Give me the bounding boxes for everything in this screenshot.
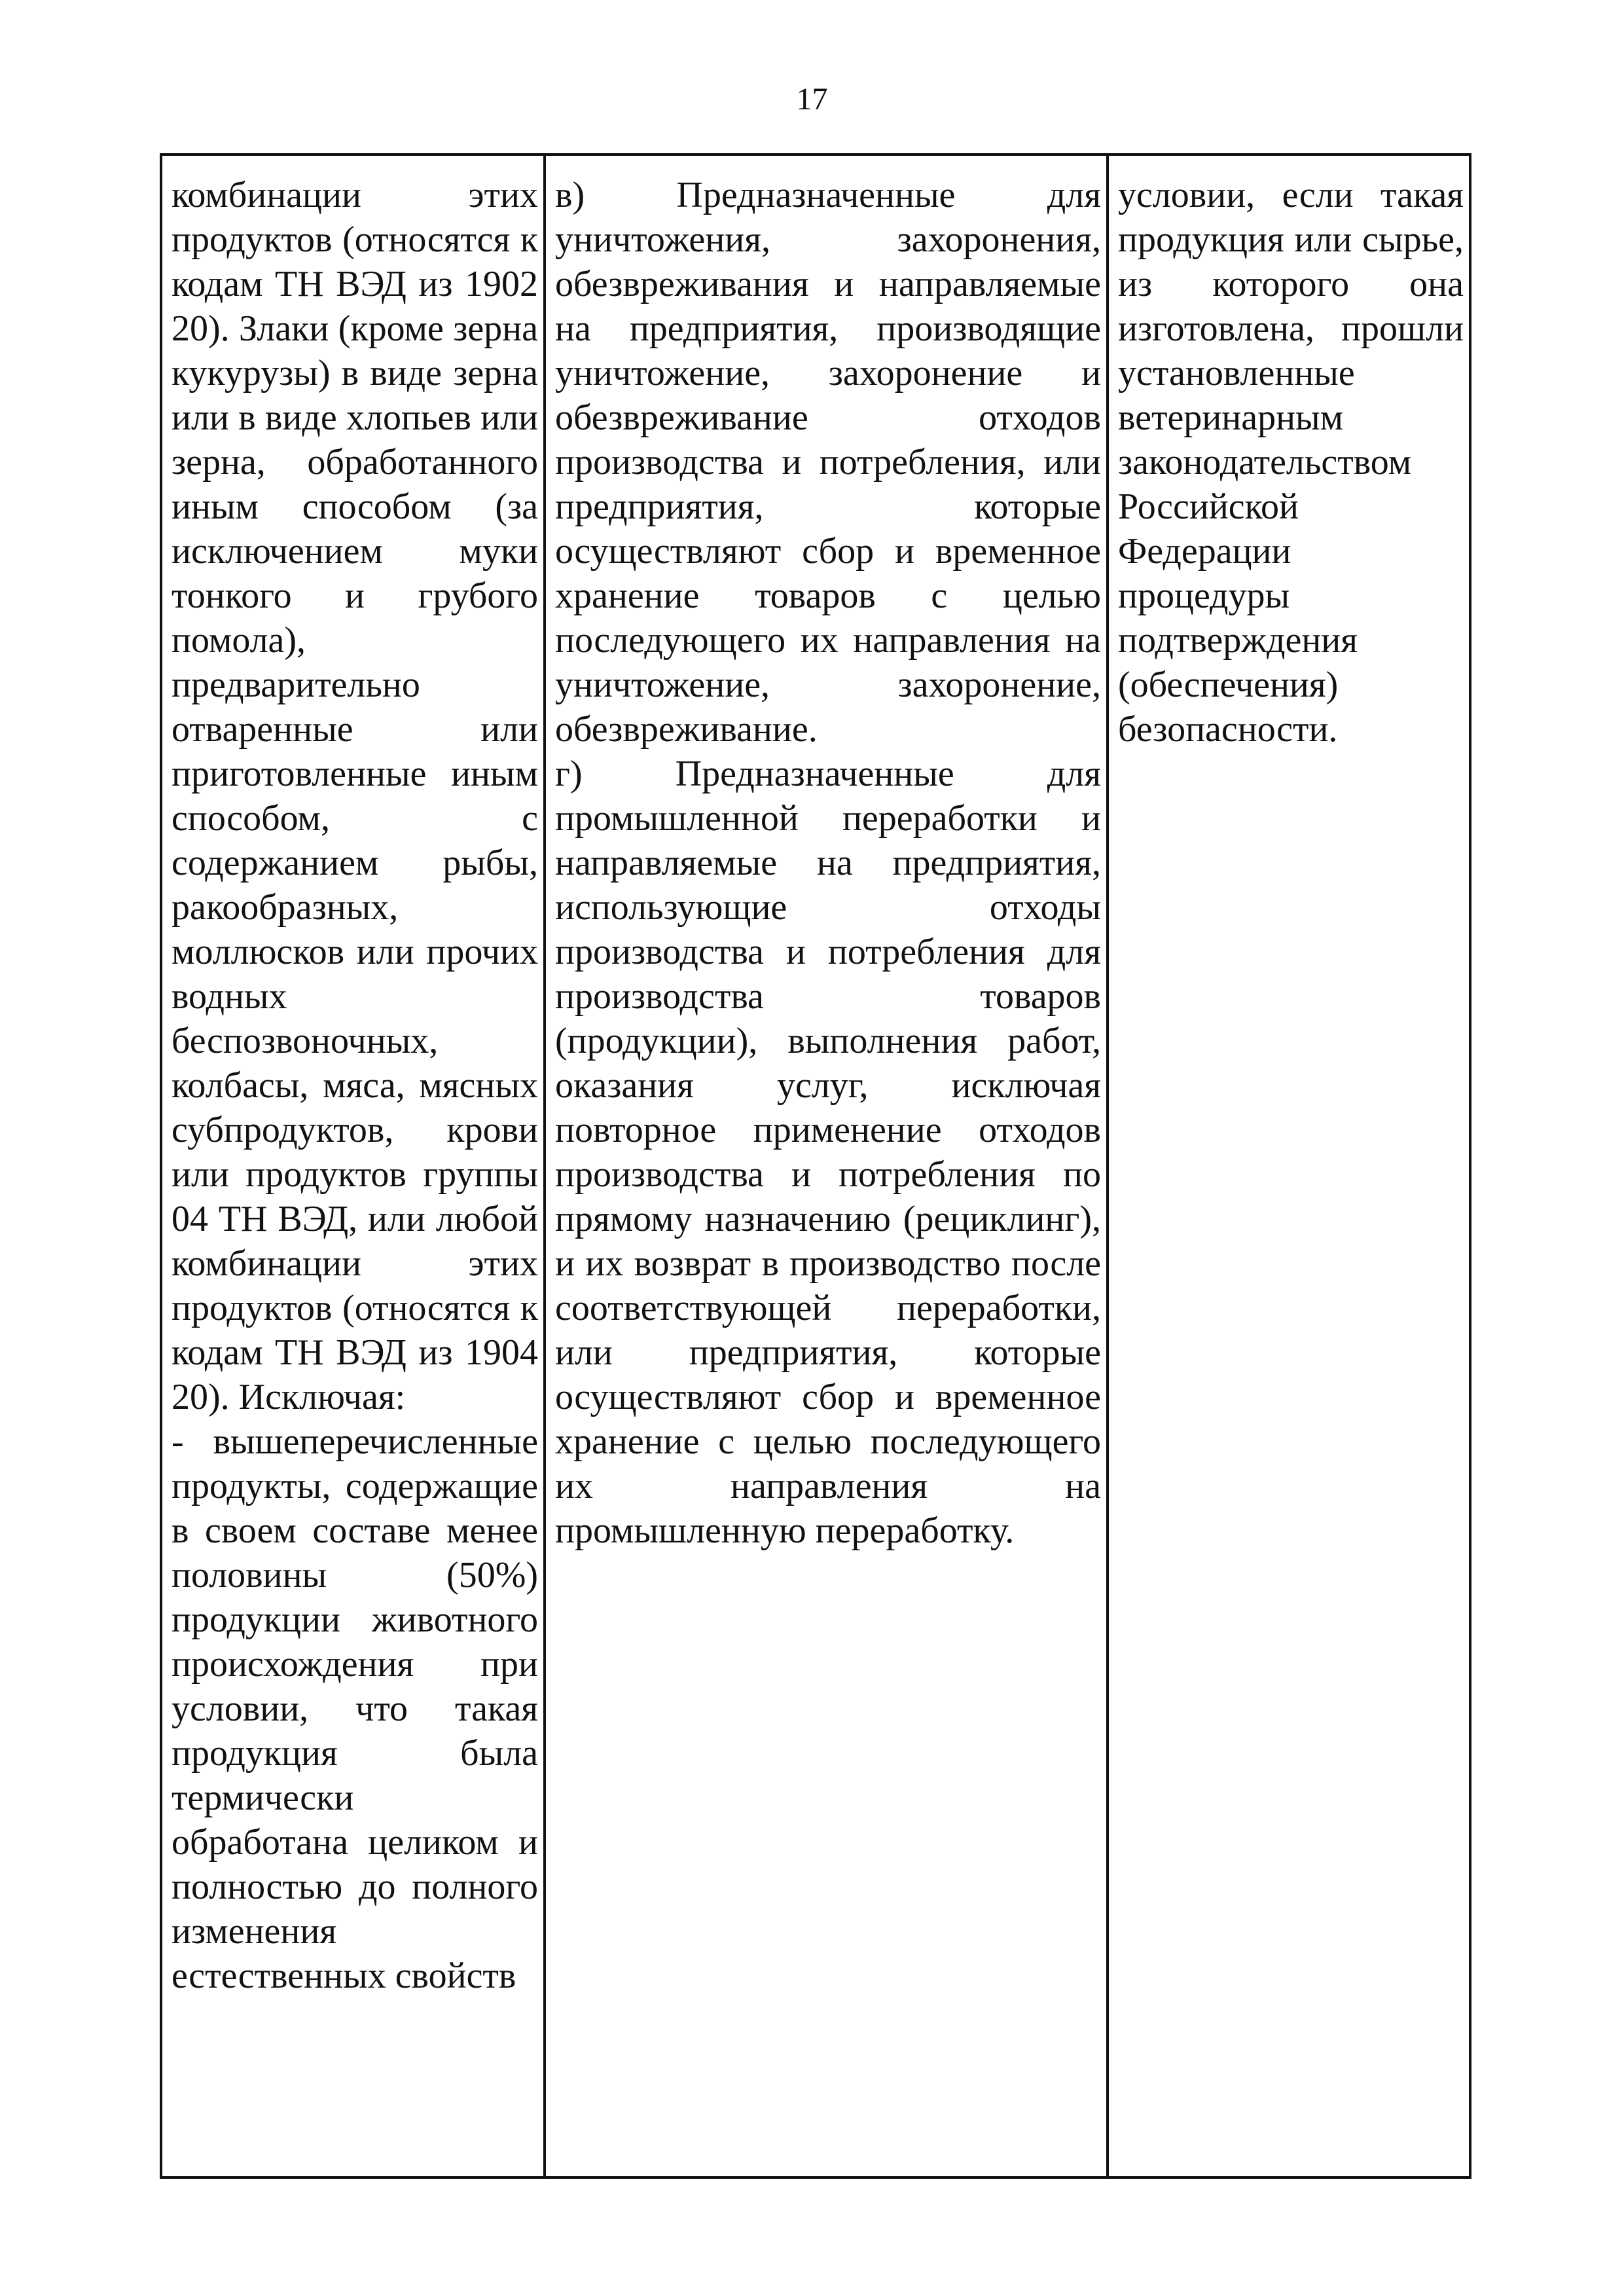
purpose-item-v: в) Предназначенные для уничтожения, захоронения, обезвреживания и направляемые на предприятия, производящие уничтожение, захоронение и обезвреживание отходов производства и потребления, или предприятия, которые осуществляют сбор и временное хранение товаров с целью последующего их направления на уничтожение, захоронение, обезвреживание. — [555, 175, 1101, 750]
condition-text: условии, если такая продукция или сырье, из которого она изготовлена, прошли установленные ветеринарным законодательством Российской Федерации процедуры подтверждения (обеспечения) безопасности. — [1118, 175, 1464, 750]
product-description-cell — [161, 155, 545, 2178]
regulation-table — [160, 153, 1471, 2179]
purpose-item-g: г) Предназначенные для промышленной переработки и направляемые на предприятия, использующие отходы производства и потребления для производства товаров (продукции), выполнения работ, оказания услуг, исключая повторное применение отходов производства и потребления по прямому назначению (рециклинг), и их возврат в производство после соответствующей переработки, или предприятия, которые осуществляют сбор и временное хранение с целью последующего их направления на промышленную переработку. — [555, 754, 1101, 1551]
exclusion-text: - вышеперечисленные продукты, содержащие в своем составе менее половины (50%) продукции животного происхождения при условии, что такая продукция была термически обработана целиком и полностью до полного изменения естественных свойств — [171, 1421, 538, 1996]
condition-cell — [1108, 155, 1470, 2178]
table-row — [161, 155, 1470, 2178]
page-number: 17 — [796, 82, 828, 117]
product-description-text: комбинации этих продуктов (относятся к кодам ТН ВЭД из 1902 20). Злаки (кроме зерна кукурузы) в виде зерна или в виде хлопьев или зерна, обработанного иным способом (за исключением муки тонкого и грубого помола), предварительно отваренные или приготовленные иным способом, с содержанием рыбы, ракообразных, моллюсков или прочих водных беспозвоночных, колбасы, мяса, мясных субпродуктов, крови или продуктов группы 04 ТН ВЭД, или любой комбинации этих продуктов (относятся к кодам ТН ВЭД из 1904 20). Исключая: — [171, 175, 538, 1417]
purpose-cell — [545, 155, 1108, 2178]
